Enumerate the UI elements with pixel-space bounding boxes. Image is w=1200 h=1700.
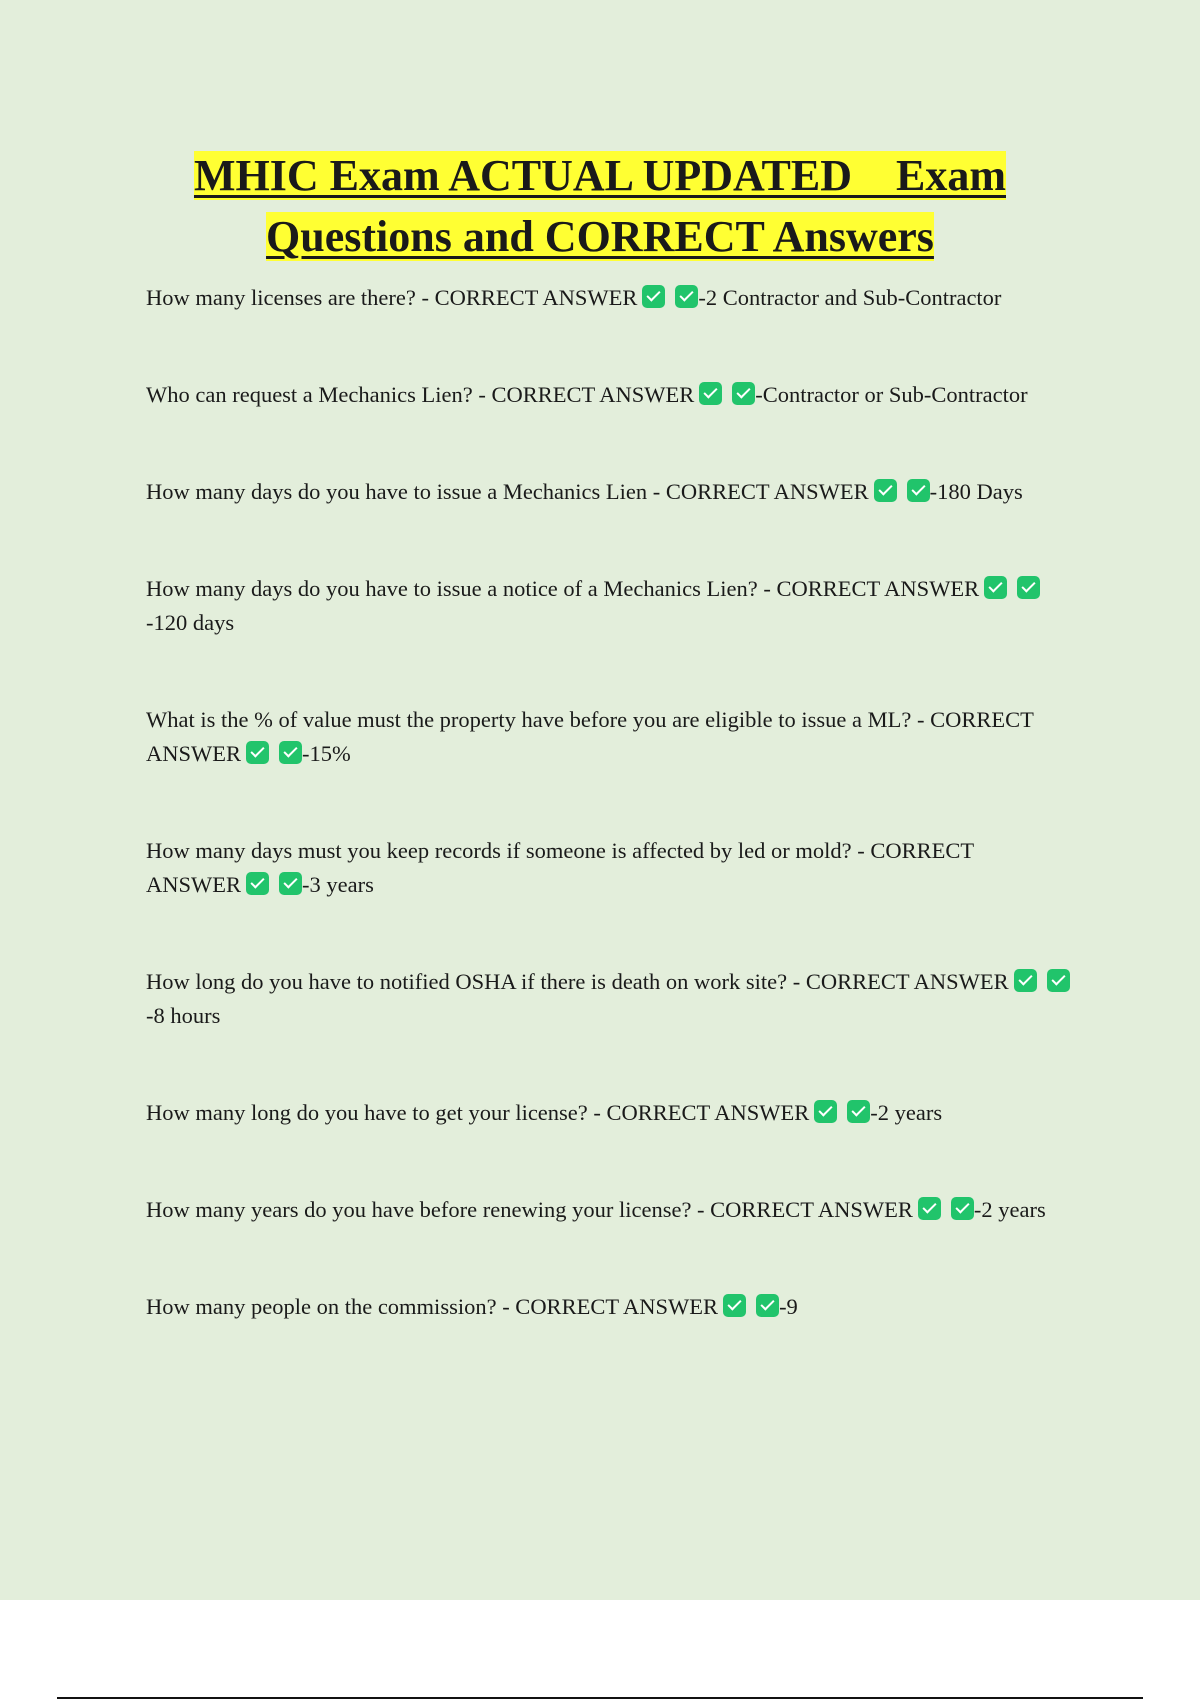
- answer-text: -2 years: [870, 1100, 943, 1125]
- question-text: What is the % of value must the property have before you are eligible to issue a ML? - CORRECT ANSWER: [146, 707, 1034, 766]
- check-mark-icon: [699, 382, 722, 405]
- check-mark-icon: [246, 872, 269, 895]
- check-mark-icon: [1014, 969, 1037, 992]
- check-mark-icon: [984, 576, 1007, 599]
- question-text: How many long do you have to get your license? - CORRECT ANSWER: [146, 1100, 810, 1125]
- answer-text: -9: [779, 1294, 798, 1319]
- question-text: How many licenses are there? - CORRECT ANSWER: [146, 285, 638, 310]
- qa-item: [146, 572, 1071, 640]
- answer-text: -8 hours: [146, 1003, 221, 1028]
- check-mark-icon: [847, 1100, 870, 1123]
- check-mark-icon: [814, 1100, 837, 1123]
- qa-item: [146, 378, 1071, 412]
- check-mark-icon: [279, 741, 302, 764]
- check-mark-icon: [246, 741, 269, 764]
- question-text: How many days must you keep records if someone is affected by led or mold? - CORRECT ANSWER: [146, 838, 974, 897]
- answer-text: -15%: [302, 741, 351, 766]
- check-mark-icon: [642, 285, 665, 308]
- check-mark-icon: [1047, 969, 1070, 992]
- qa-item: [146, 281, 1071, 315]
- qa-item: [146, 834, 1071, 902]
- answer-text: -2 Contractor and Sub-Contractor: [698, 285, 1002, 310]
- qa-item: [146, 1096, 1071, 1130]
- answer-text: -180 Days: [929, 479, 1023, 504]
- check-mark-icon: [756, 1294, 779, 1317]
- qa-item: [146, 1193, 1071, 1227]
- title-line-2: Questions and CORRECT Answers: [266, 212, 934, 261]
- qa-list: [146, 281, 1071, 1324]
- document-title: [0, 145, 1200, 267]
- question-text: How many people on the commission? - CORRECT ANSWER: [146, 1294, 719, 1319]
- question-text: Who can request a Mechanics Lien? - CORRECT ANSWER: [146, 382, 695, 407]
- answer-text: -3 years: [302, 872, 374, 897]
- qa-item: [146, 1290, 1071, 1324]
- check-mark-icon: [1017, 576, 1040, 599]
- answer-text: -120 days: [146, 610, 235, 635]
- check-mark-icon: [723, 1294, 746, 1317]
- question-text: How many years do you have before renewing your license? - CORRECT ANSWER: [146, 1197, 913, 1222]
- question-text: How long do you have to notified OSHA if there is death on work site? - CORRECT ANSWER: [146, 969, 1009, 994]
- footer-divider: [57, 1697, 1143, 1699]
- title-line-1: MHIC Exam ACTUAL UPDATED Exam: [193, 151, 1006, 200]
- question-text: How many days do you have to issue a Mechanics Lien - CORRECT ANSWER: [146, 479, 869, 504]
- check-mark-icon: [675, 285, 698, 308]
- qa-item: [146, 965, 1071, 1033]
- check-mark-icon: [907, 479, 930, 502]
- check-mark-icon: [918, 1197, 941, 1220]
- check-mark-icon: [732, 382, 755, 405]
- answer-text: -2 years: [973, 1197, 1046, 1222]
- check-mark-icon: [279, 872, 302, 895]
- answer-text: -Contractor or Sub-Contractor: [755, 382, 1028, 407]
- question-text: How many days do you have to issue a notice of a Mechanics Lien? - CORRECT ANSWER: [146, 576, 980, 601]
- qa-item: [146, 703, 1071, 771]
- check-mark-icon: [874, 479, 897, 502]
- qa-item: [146, 475, 1071, 509]
- check-mark-icon: [951, 1197, 974, 1220]
